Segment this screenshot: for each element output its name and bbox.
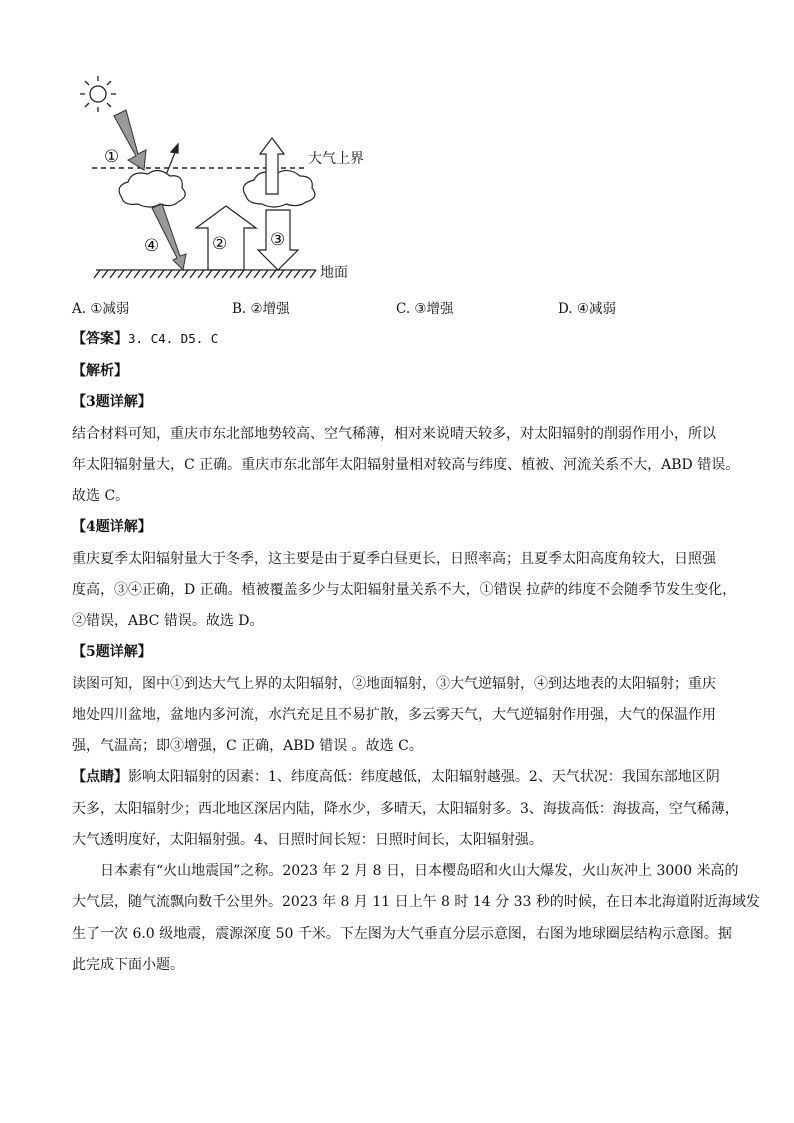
tip-tag: 【点睛】 — [72, 769, 128, 785]
analysis-tag: 【解析】 — [72, 363, 128, 379]
passage-line-2: 大气层，随气流飘向数千公里外。2023 年 8 月 11 日上午 8 时 14 分 33 秒的时候，在日本北海道附近海域发 — [72, 894, 760, 910]
option-c[interactable]: C. ③增强 — [396, 301, 454, 317]
passage-line-4: 此完成下面小题。 — [72, 957, 184, 973]
label-2: ② — [212, 234, 228, 254]
q4-line-3: ②错误，ABC 错误。故选 D。 — [72, 613, 264, 629]
answer-tag: 【答案】 — [72, 331, 128, 347]
q5-line-3: 强，气温高；即③增强，C 正确，ABD 错误 。故选 C。 — [72, 738, 423, 754]
label-4: ④ — [144, 236, 160, 256]
q5-tag: 【5题详解】 — [72, 644, 152, 660]
tip-line-3: 大气透明度好，太阳辐射强。4、日照时间长短：日照时间长，太阳辐射强。 — [72, 832, 543, 848]
q3-line-2: 年太阳辐射量大，C 正确。重庆市东北部年太阳辐射量相对较高与纬度、植被、河流关系不大，ABD 错误。 — [72, 457, 740, 473]
q3-line-3: 故选 C。 — [72, 488, 130, 504]
q3-line-1: 结合材料可知，重庆市东北部地势较高、空气稀薄，相对来说晴天较多，对太阳辐射的削弱作用小，所以 — [72, 426, 716, 442]
tip-line-2: 天多，太阳辐射少；西北地区深居内陆，降水少，多晴天，太阳辐射多。3、海拔高低：海拔高，空气稀薄， — [72, 801, 739, 817]
cloud-icon — [243, 170, 315, 207]
tip-line-1 — [72, 766, 720, 786]
q4-line-1: 重庆夏季太阳辐射量大于冬季，这主要是由于夏季白昼更长，日照率高；且夏季太阳高度角较大，日照强 — [72, 551, 716, 567]
q4-tag: 【4题详解】 — [72, 519, 152, 535]
radiation-diagram — [70, 70, 380, 290]
ground-line — [94, 270, 316, 278]
answer-text: 3. C4. D5. C — [128, 331, 219, 346]
cloud-icon — [119, 170, 185, 207]
radiation-diagram-svg — [70, 70, 380, 290]
label-1: ① — [104, 147, 120, 167]
sun-icon — [80, 76, 116, 112]
tip-text-1: 影响太阳辐射的因素：1、纬度高低：纬度越低，太阳辐射越强。2、天气状况：我国东部地区阴 — [128, 769, 720, 785]
q3-tag: 【3题详解】 — [72, 394, 152, 410]
q5-line-2: 地处四川盆地，盆地内多河流，水汽充足且不易扩散，多云雾天气，大气逆辐射作用强，大气的保温作用 — [72, 707, 716, 723]
option-b[interactable]: B. ②增强 — [232, 301, 290, 317]
label-ground: 地面 — [320, 265, 348, 281]
option-d[interactable]: D. ④减弱 — [558, 301, 617, 317]
passage-line-1: 日本素有“火山地震国”之称。2023 年 2 月 8 日，日本樱岛昭和火山大爆发，火山灰冲上 3000 米高的 — [100, 863, 739, 879]
label-top-atmosphere: 大气上界 — [308, 151, 364, 167]
q5-line-1: 读图可知，图中①到达大气上界的太阳辐射，②地面辐射，③大气逆辐射，④到达地表的太阳辐射；重庆 — [72, 676, 716, 692]
answer-line — [72, 328, 218, 348]
passage-line-3: 生了一次 6.0 级地震，震源深度 50 千米。下左图为大气垂直分层示意图，右图为地球圈层结构示意图。据 — [72, 926, 732, 942]
option-a[interactable]: A. ①减弱 — [72, 301, 130, 317]
q4-line-2: 度高，③④正确，D 正确。植被覆盖多少与太阳辐射量关系不大，①错误 拉萨的纬度不会随季节发生变化， — [72, 582, 737, 598]
label-3: ③ — [270, 230, 286, 250]
answer-options — [72, 297, 772, 319]
